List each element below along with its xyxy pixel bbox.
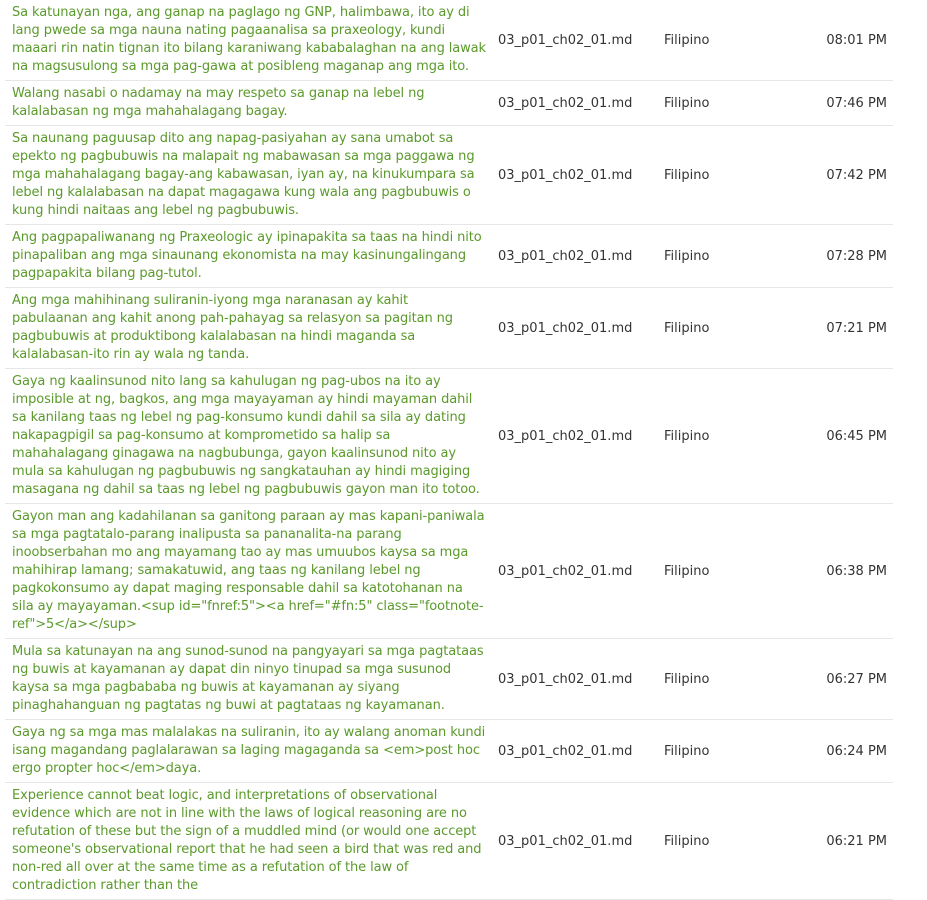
file-name: 03_p01_ch02_01.md	[498, 563, 633, 579]
timestamp: 06:27 PM	[826, 671, 887, 687]
file-name: 03_p01_ch02_01.md	[498, 428, 633, 444]
table-row[interactable]	[5, 225, 893, 288]
language: Filipino	[664, 248, 710, 264]
source-text[interactable]: Mula sa katunayan na ang sunod-sunod na pangyayari sa mga pagtataas ng buwis at kayamanan ay dapat din ninyo tinupad sa mga susunod kaysa sa mga pagbababa ng buwis at kayamanan ay siyang pinaghahanguan ng pagtatas ng buwi at pagtataas ng kayamanan.	[12, 644, 484, 713]
file-name: 03_p01_ch02_01.md	[498, 320, 633, 336]
source-text[interactable]: Experience cannot beat logic, and interpretations of observational evidence which are not in line with the laws of logical reasoning are no refutation of these but the sign of a muddled mind (or would one accept someone's observational report that he had seen a bird that was red and non-red all over at the same time as a refutation of the law of contradiction rather than the	[12, 788, 482, 893]
table-row[interactable]	[5, 81, 893, 126]
file-name: 03_p01_ch02_01.md	[498, 248, 633, 264]
language: Filipino	[664, 32, 710, 48]
timestamp: 07:42 PM	[826, 167, 887, 183]
file-name: 03_p01_ch02_01.md	[498, 167, 633, 183]
table-row[interactable]	[5, 0, 893, 81]
timestamp: 06:45 PM	[826, 428, 887, 444]
file-name: 03_p01_ch02_01.md	[498, 671, 633, 687]
timestamp: 07:21 PM	[826, 320, 887, 336]
source-text[interactable]: Gaya ng sa mga mas malalakas na suliranin, ito ay walang anoman kundi isang magandang paglalarawan sa laging magaganda sa <em>post hoc ergo propter hoc</em>daya.	[12, 725, 486, 776]
source-text[interactable]: Ang mga mahihinang suliranin-iyong mga naranasan ay kahit pabulaanan ang kahit anong pah-pahayag sa relasyon sa pagitan ng pagbubuwis at produktibong kalalabasan na hindi maganda sa kalalabasan-ito rin ay wala ng tanda.	[12, 293, 453, 362]
timestamp: 08:01 PM	[826, 32, 887, 48]
table-row[interactable]	[5, 369, 893, 504]
file-name: 03_p01_ch02_01.md	[498, 743, 633, 759]
timestamp: 06:24 PM	[826, 743, 887, 759]
table-row[interactable]	[5, 504, 893, 639]
table-row[interactable]	[5, 288, 893, 369]
table-row[interactable]	[5, 783, 893, 900]
language: Filipino	[664, 743, 710, 759]
source-text[interactable]: Gaya ng kaalinsunod nito lang sa kahulugan ng pag-ubos na ito ay imposible at ng, bagkos, ang mga mayayaman ay hindi mayaman dahil sa kanilang taas ng lebel ng pag-konsumo kundi dahil sa sila ay dating nakapagpigil sa pag-konsumo at komprometido sa halip sa mahahalagang ginagawa na nagbubunga, gayon kaalinsunod nito ay mula sa kahulugan ng pagbubuwis ng sangkatauhan ay hindi magiging masagana ng dahil sa taas ng lebel ng pagbubuwis gayon man ito totoo.	[12, 374, 480, 497]
language: Filipino	[664, 95, 710, 111]
file-name: 03_p01_ch02_01.md	[498, 32, 633, 48]
timestamp: 06:21 PM	[826, 833, 887, 849]
language: Filipino	[664, 428, 710, 444]
table-row[interactable]	[5, 720, 893, 783]
source-text[interactable]: Sa katunayan nga, ang ganap na paglago ng GNP, halimbawa, ito ay di lang pwede sa mga nauna nating pagaanalisa sa praxeology, kundi maaari rin natin tignan ito bilang karaniwang kababalaghan na ang lawak na magsusulong sa mga pag-gawa at posibleng maganap ang mga ito.	[12, 5, 486, 74]
timestamp: 07:28 PM	[826, 248, 887, 264]
source-text[interactable]: Sa naunang paguusap dito ang napag-pasiyahan ay sana umabot sa epekto ng pagbubuwis na malapait ng mabawasan sa mga paggawa ng mga mahahalagang bagay-ang kabawasan, iyan ay, na kinukumpara sa lebel ng kalalabasan na dapat magagawa kung wala ang pagbubuwis o kung hindi naitaas ang lebel ng pagbubuwis.	[12, 131, 475, 218]
language: Filipino	[664, 167, 710, 183]
translation-table	[5, 0, 893, 900]
language: Filipino	[664, 320, 710, 336]
source-text[interactable]: Gayon man ang kadahilanan sa ganitong paraan ay mas kapani-paniwala sa mga pagtatalo-parang inalipusta sa pananalita-na parang inoobserbahan mo ang mayamang tao ay mas umuubos kaysa sa mga mahihirap lamang; samakatuwid, ang taas ng kanilang lebel ng pagkokonsumo ay dapat maging responsable dahil sa katotohanan na sila ay mayayaman.<sup id="fnref:5"><a href="#fn:5" class="footnote-ref">5</a></sup>	[12, 509, 485, 632]
language: Filipino	[664, 563, 710, 579]
source-text[interactable]: Walang nasabi o nadamay na may respeto sa ganap na lebel ng kalalabasan ng mga mahahalagang bagay.	[12, 86, 425, 119]
timestamp: 06:38 PM	[826, 563, 887, 579]
source-text[interactable]: Ang pagpapaliwanang ng Praxeologic ay ipinapakita sa taas na hindi nito pinapaliban ang mga sinaunang ekonomista na may kasinungalingang pagpapakita bilang pag-tutol.	[12, 230, 482, 281]
table-row[interactable]	[5, 639, 893, 720]
file-name: 03_p01_ch02_01.md	[498, 833, 633, 849]
language: Filipino	[664, 671, 710, 687]
language: Filipino	[664, 833, 710, 849]
table-row[interactable]	[5, 126, 893, 225]
file-name: 03_p01_ch02_01.md	[498, 95, 633, 111]
timestamp: 07:46 PM	[826, 95, 887, 111]
